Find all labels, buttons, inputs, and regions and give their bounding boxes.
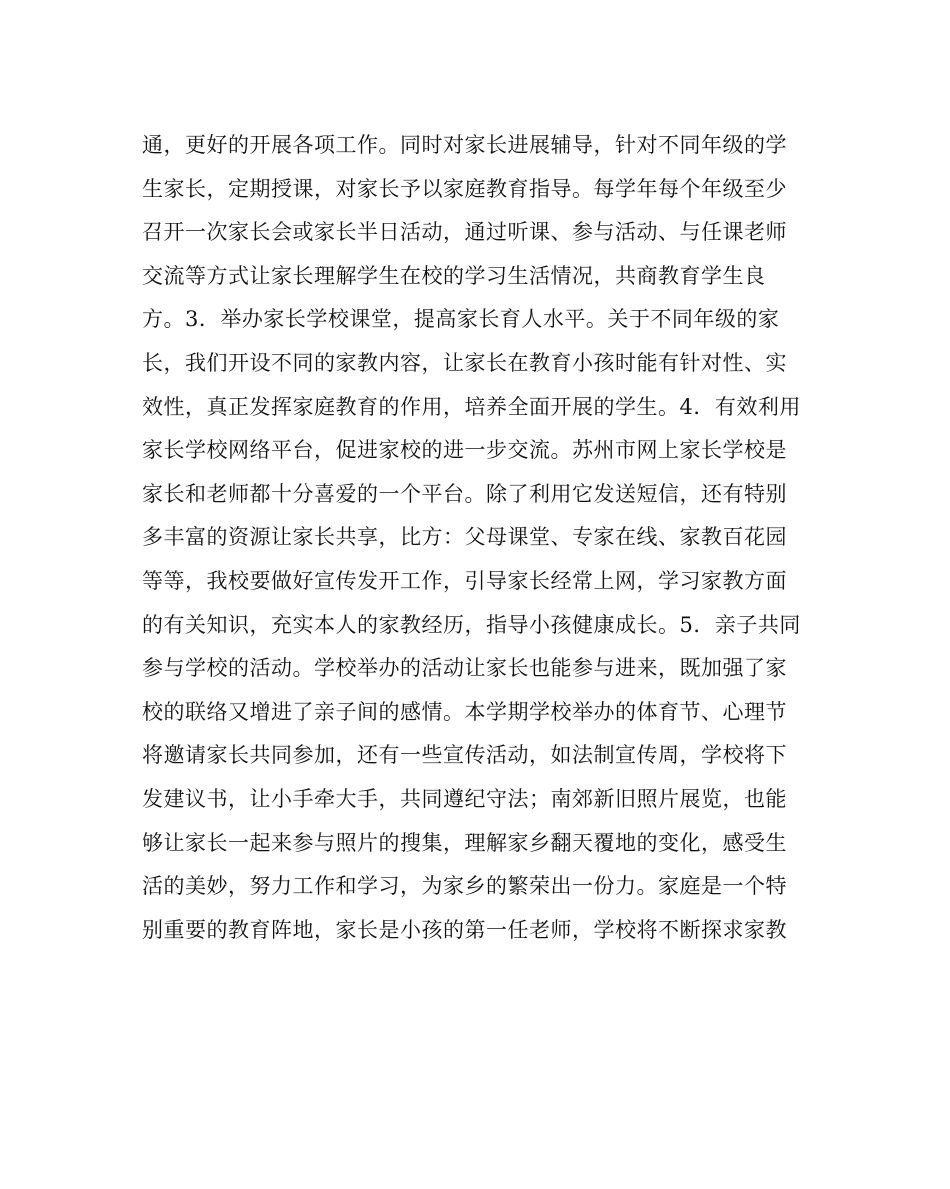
text-line: 方。3．举办家长学校课堂，提高家长育人水平。关于不同年级的家 bbox=[142, 307, 780, 332]
text-line: 够让家长一起来参与照片的搜集，理解家乡翻天覆地的变化，感受生 bbox=[142, 830, 787, 855]
body-text bbox=[142, 124, 822, 952]
text-line: 等等，我校要做好宣传发开工作，引导家长经常上网，学习家教方面 bbox=[142, 568, 787, 593]
text-line: 生家长，定期授课，对家长予以家庭教育指导。每学年每个年级至少 bbox=[142, 176, 787, 201]
text-line: 发建议书，让小手牵大手，共同遵纪守法；南郊新旧照片展览，也能 bbox=[142, 786, 787, 811]
text-line: 多丰富的资源让家长共享，比方：父母课堂、专家在线、家教百花园 bbox=[142, 525, 787, 550]
text-line: 家长和老师都十分喜爱的一个平台。除了利用它发送短信，还有特别 bbox=[142, 481, 787, 506]
text-line: 家长学校网络平台，促进家校的进一步交流。苏州市网上家长学校是 bbox=[142, 438, 787, 463]
text-line: 长，我们开设不同的家教内容，让家长在教育小孩时能有针对性、实 bbox=[142, 350, 787, 375]
text-line: 的有关知识，充实本人的家教经历，指导小孩健康成长。5．亲子共同 bbox=[142, 612, 801, 637]
text-line: 别重要的教育阵地，家长是小孩的第一任老师，学校将不断探求家教 bbox=[142, 917, 787, 942]
text-line: 将邀请家长共同参加，还有一些宣传活动，如法制宣传周，学校将下 bbox=[142, 743, 787, 768]
text-line: 校的联络又增进了亲子间的感情。本学期学校举办的体育节、心理节 bbox=[142, 699, 787, 724]
text-line: 效性，真正发挥家庭教育的作用，培养全面开展的学生。4．有效利用 bbox=[142, 394, 801, 419]
text-line: 参与学校的活动。学校举办的活动让家长也能参与进来，既加强了家 bbox=[142, 656, 787, 681]
text-line: 召开一次家长会或家长半日活动，通过听课、参与活动、与任课老师 bbox=[142, 220, 787, 245]
text-line: 活的美妙，努力工作和学习，为家乡的繁荣出一份力。家庭是一个特 bbox=[142, 874, 787, 899]
text-line: 通，更好的开展各项工作。同时对家长进展辅导，针对不同年级的学 bbox=[142, 133, 787, 157]
text-line: 交流等方式让家长理解学生在校的学习生活情况，共商教育学生良 bbox=[142, 263, 766, 288]
